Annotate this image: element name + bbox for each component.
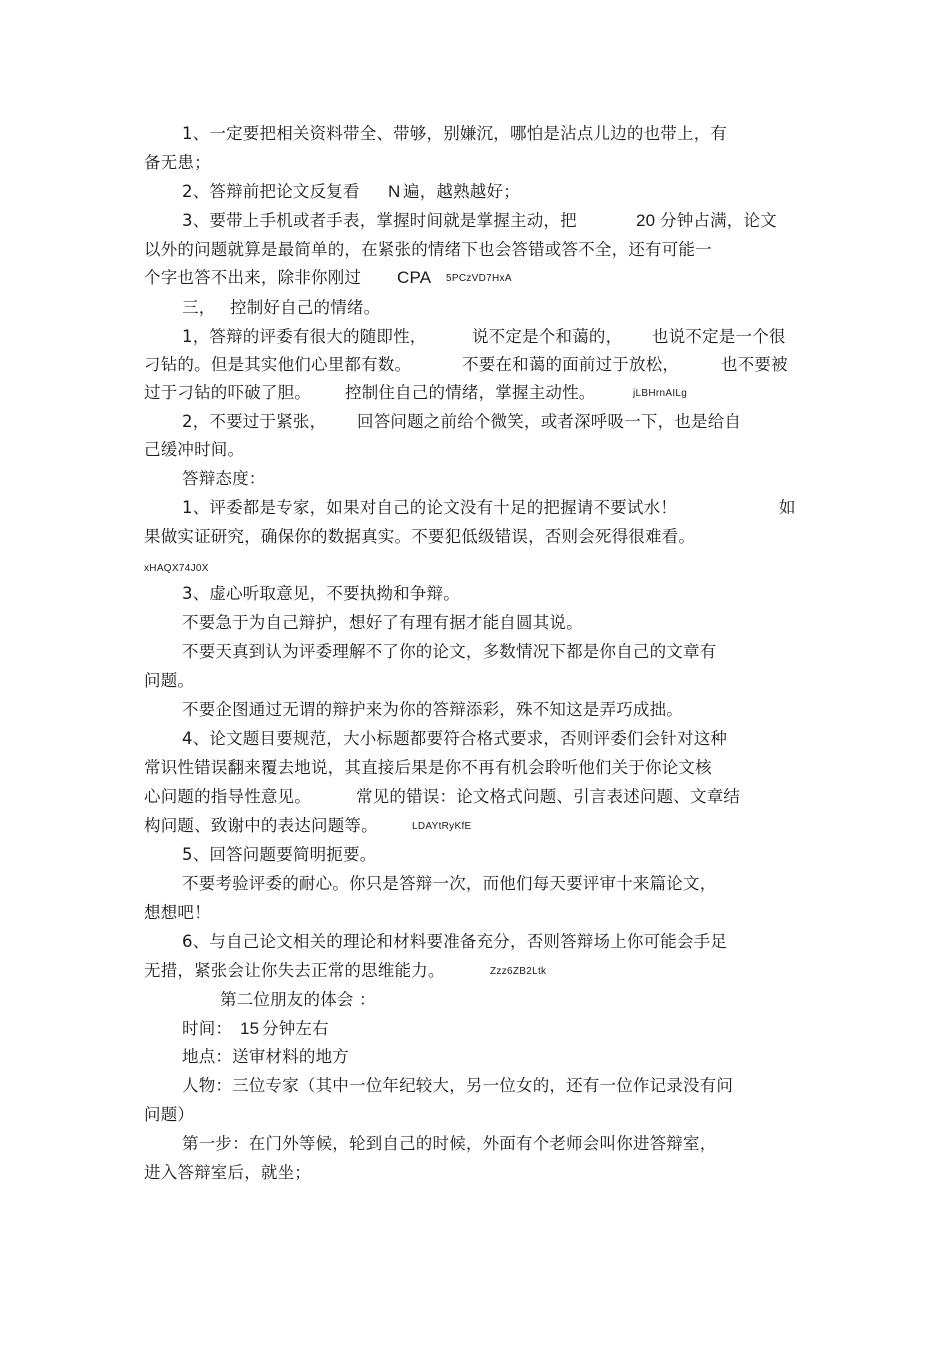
text-line: 5、回答问题要简明扼要。 xyxy=(182,845,377,864)
text-line: 回答问题之前给个微笑，或者深呼吸一下，也是给自 xyxy=(357,412,742,431)
text-line: 个字也答不出来，除非你刚过 xyxy=(144,268,362,287)
text-line: 构问题、致谢中的表达问题等。 xyxy=(144,816,378,835)
text-line: 己缓冲时间。 xyxy=(144,440,245,459)
text-line: 无措，紧张会让你失去正常的思维能力。 xyxy=(144,961,445,980)
text-line: 2、答辩前把论文反复看 xyxy=(182,182,360,201)
text-line: xHAQX74J0X xyxy=(144,563,209,574)
text-line: 刁钻的。但是其实他们心里都有数。 xyxy=(144,355,412,374)
text-line: 不要天真到认为评委理解不了你的论文，多数情况下都是你自己的文章有 xyxy=(182,642,717,661)
text-line: 问题。 xyxy=(144,671,195,690)
text-line: 5PCzVD7HxA xyxy=(446,273,512,284)
text-line: 以外的问题就算是最简单的，在紧张的情绪下也会答错或答不全，还有可能一 xyxy=(144,240,712,259)
text-line: 4、论文题目要规范，大小标题都要符合格式要求，否则评委们会针对这种 xyxy=(182,729,728,748)
text-line: 答辩态度： xyxy=(182,469,266,488)
text-line: 第二位朋友的体会 ： xyxy=(220,990,376,1009)
text-line: 6、与自己论文相关的理论和材料要准备充分，否则答辩场上你可能会手足 xyxy=(182,932,728,951)
text-line: 3、要带上手机或者手表，掌握时间就是掌握主动，把 xyxy=(182,211,577,230)
text-line: 人物：三位专家（其中一位年纪较大，另一位女的，还有一位作记录没有问 xyxy=(182,1076,734,1095)
text-line: 备无患； xyxy=(144,153,211,172)
text-line: 1、一定要把相关资料带全、带够，别嫌沉，哪怕是沾点儿边的也带上，有 xyxy=(182,124,728,143)
text-line: 心问题的指导性意见。 xyxy=(144,787,311,806)
text-line: 常见的错误：论文格式问题、引言表述问题、文章结 xyxy=(356,787,741,806)
text-line: 不要在和蔼的面前过于放松， xyxy=(462,355,680,374)
text-line: 不要考验评委的耐心。你只是答辩一次，而他们每天要评审十来篇论文， xyxy=(182,874,717,893)
text-line: 不要企图通过无谓的辩护来为你的答辩添彩，殊不知这是弄巧成拙。 xyxy=(182,700,683,719)
text-line: 常识性错误翻来覆去地说，其直接后果是你不再有机会聆听他们关于你论文核 xyxy=(144,758,712,777)
text-line: 3、虚心听取意见，不要执拗和争辩。 xyxy=(182,584,460,603)
text-line: 地点：送审材料的地方 xyxy=(182,1047,349,1066)
text-line: 也不要被 xyxy=(721,355,788,374)
text-line: 分钟左右 xyxy=(262,1019,329,1038)
text-line: jLBHrnAILg xyxy=(633,388,688,399)
text-line: N xyxy=(388,182,401,201)
text-line: 过于刁钻的吓破了胆。 xyxy=(144,383,311,402)
text-line: 控制住自己的情绪，掌握主动性。 xyxy=(345,383,596,402)
text-line: 1、评委都是专家，如果对自己的论文没有十足的把握请不要试水！ xyxy=(182,498,677,517)
text-line: 遍，越熟越好； xyxy=(403,182,520,201)
text-line: 1，答辩的评委有很大的随即性， xyxy=(182,327,427,346)
text-line: Zzz6ZB2Ltk xyxy=(490,966,547,977)
text-line: 如 xyxy=(779,498,796,517)
text-line: 进入答辩室后，就坐； xyxy=(144,1163,311,1182)
text-line: 分钟占满，论文 xyxy=(660,211,777,230)
text-line: CPA xyxy=(397,268,432,287)
text-line: 也说不定是一个很 xyxy=(652,327,786,346)
text-line: 说不定是个和蔼的， xyxy=(472,327,623,346)
text-line: 2，不要过于紧张， xyxy=(182,412,327,431)
text-line: 时间： xyxy=(182,1019,233,1038)
text-line: 不要急于为自己辩护，想好了有理有据才能自圆其说。 xyxy=(182,613,583,632)
text-line: 果做实证研究，确保你的数据真实。不要犯低级错误，否则会死得很难看。 xyxy=(144,527,696,546)
text-line: 想想吧！ xyxy=(144,903,211,922)
text-line: 控制好自己的情绪。 xyxy=(230,298,381,317)
text-line: 三， xyxy=(182,298,216,317)
text-line: 20 xyxy=(636,211,656,230)
text-line: 第一步：在门外等候，轮到自己的时候，外面有个老师会叫你进答辩室， xyxy=(182,1134,717,1153)
text-line: 15 xyxy=(240,1019,260,1038)
text-line: 问题） xyxy=(144,1105,195,1124)
text-line: LDAYtRyKfE xyxy=(412,821,472,832)
